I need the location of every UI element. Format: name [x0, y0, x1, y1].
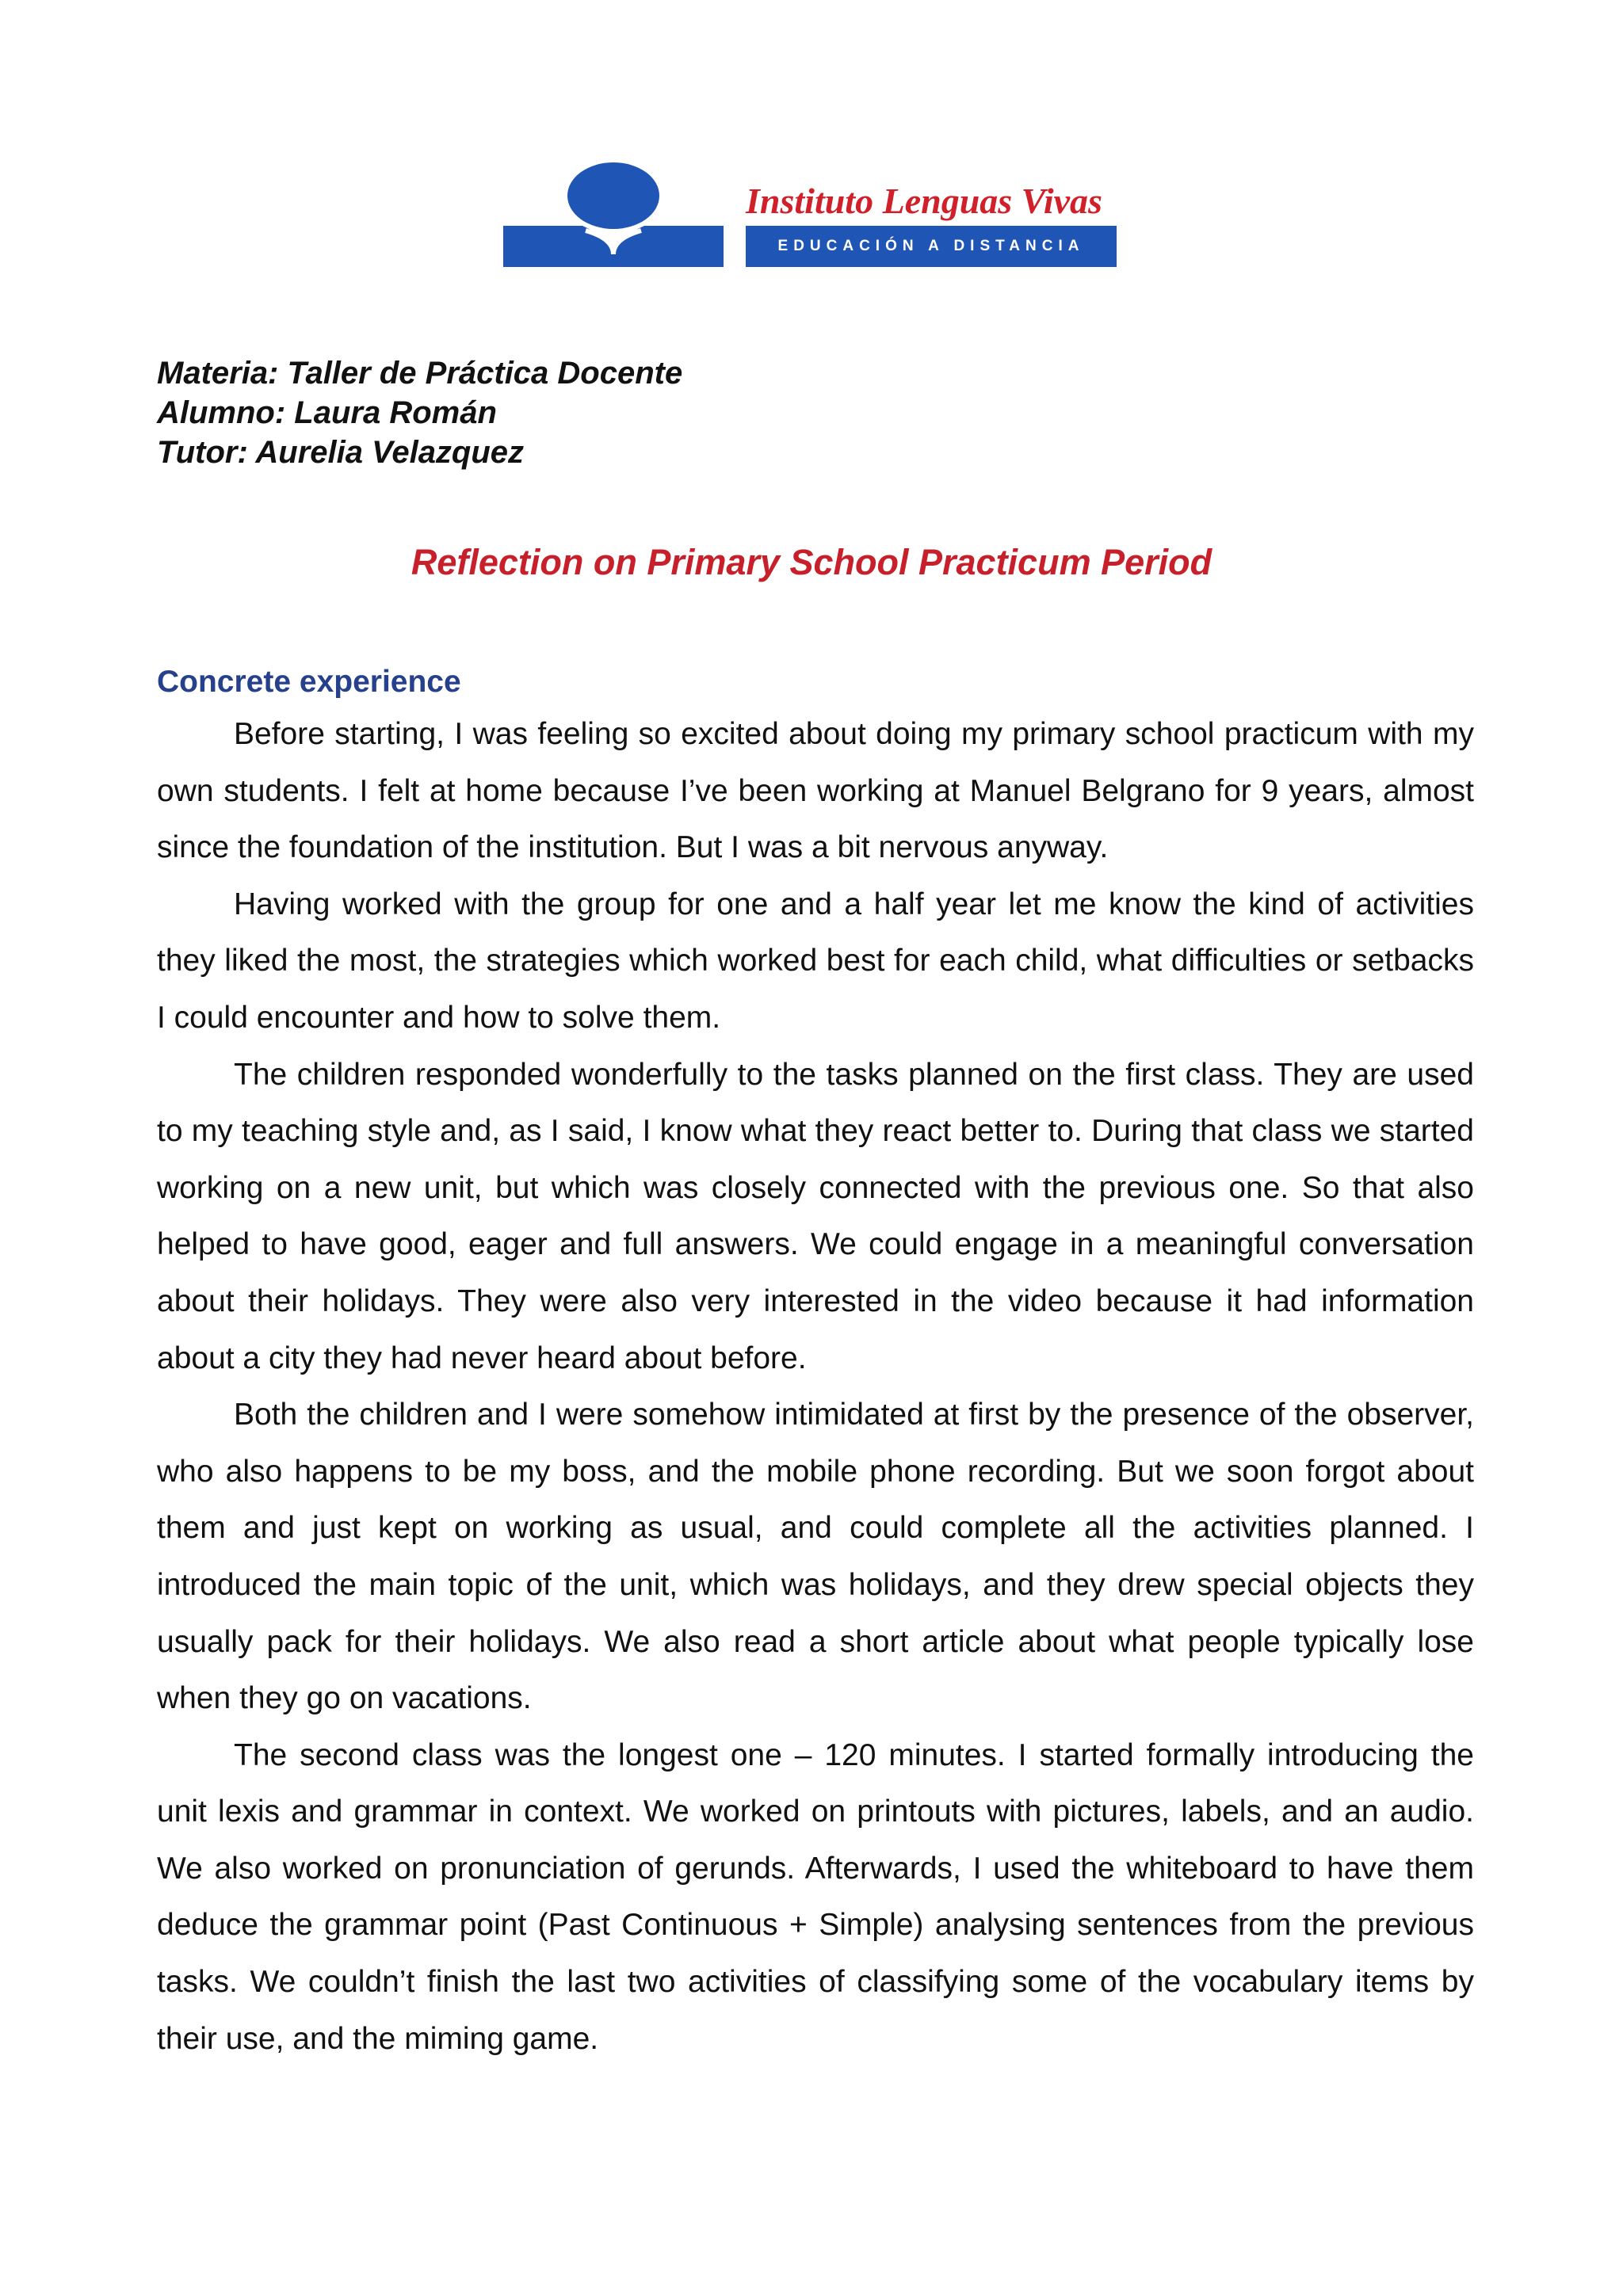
concrete-experience-section — [157, 662, 1474, 2067]
tutor-line: Tutor: Aurelia Velazquez — [157, 435, 525, 470]
document-header — [157, 353, 1472, 472]
materia-line: Materia: Taller de Práctica Docente — [157, 356, 683, 391]
paragraph: Having worked with the group for one and a half year let me know the kind of activities they liked the most, the strategies which worked best for each child, what difficulties or setbacks I could encounter and how to solve them. — [157, 887, 1474, 1035]
paragraph: The second class was the longest one – 120 minutes. I started formally introducing the unit lexis and grammar in context. We worked on printouts with pictures, labels, and an audio. We also worked on pronunciation of gerunds. Afterwards, I used the whiteboard to have them deduce the grammar point (Past Continuous + Simple) analysing sentences from the previous tasks. We couldn’t finish the last two activities of classifying some of the vocabulary items by their use, and the miming game. — [157, 1737, 1474, 2056]
institute-logo — [503, 162, 1121, 273]
open-book-logo-icon — [503, 162, 724, 267]
alumno-line: Alumno: Laura Román — [157, 395, 497, 430]
paragraph: Both the children and I were somehow intimidated at first by the presence of the observer, who also happens to be my boss, and the mobile phone recording. But we soon forgot about them and just kept on working as usual, and could complete all the activities planned. I introduced the main topic of the unit, which was holidays, and they drew special objects they usually pack for their holidays. We also read a short article about what people typically lose when they go on vacations. — [157, 1398, 1474, 1716]
paragraph: Before starting, I was feeling so excited about doing my primary school practicum with my own students. I felt at home because I’ve been working at Manuel Belgrano for 9 years, almost since the foundation of the institution. But I was a bit nervous anyway. — [157, 717, 1474, 865]
logo-tagline-bar — [746, 226, 1117, 267]
document-title: Reflection on Primary School Practicum Period — [411, 542, 1212, 582]
paragraph: The children responded wonderfully to the tasks planned on the first class. They are used to my teaching style and, as I said, I know what they react better to. During that class we started working on a new unit, but which was closely connected with the previous one. So that also helped to have good, eager and full answers. We could engage in a meaningful conversation about their holidays. They were also very interested in the video because it had information about a city they had never heard about before. — [157, 1057, 1474, 1375]
logo-tagline: EDUCACIÓN A DISTANCIA — [777, 238, 1085, 254]
section-heading: Concrete experience — [157, 665, 461, 699]
logo-name: Instituto Lenguas Vivas — [746, 181, 1102, 221]
